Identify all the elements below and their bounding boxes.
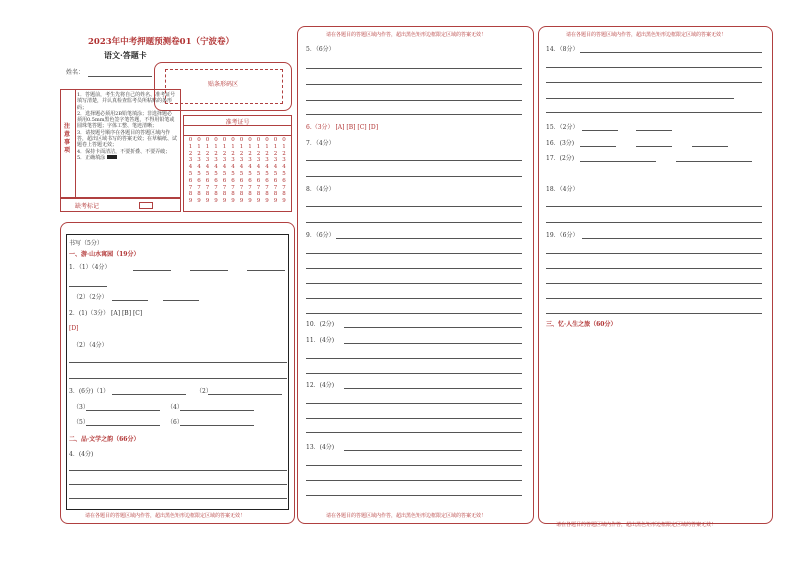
exam-id-digit-bubble[interactable]: 9 xyxy=(256,198,261,205)
exam-id-digit-bubble[interactable]: 8 xyxy=(265,191,269,198)
exam-id-input-line xyxy=(184,135,291,136)
exam-id-digit-bubble[interactable]: 4 xyxy=(197,164,201,171)
exam-id-digit-bubble[interactable]: 1 xyxy=(282,143,286,150)
exam-id-digit-bubble[interactable]: 5 xyxy=(197,170,201,177)
answer-line[interactable] xyxy=(546,67,762,68)
exam-id-digit-bubble[interactable]: 8 xyxy=(188,191,193,198)
answer-line[interactable] xyxy=(546,82,762,83)
exam-id-label: 准考证号 xyxy=(225,119,250,126)
q18-label: 18．（4分） xyxy=(546,186,579,193)
section-2-heading: 二、品·文学之韵（66分） xyxy=(69,436,140,443)
exam-id-digit-bubble[interactable]: 2 xyxy=(205,150,210,157)
exam-id-digit-bubble[interactable]: 9 xyxy=(248,198,252,205)
answer-line[interactable] xyxy=(306,283,522,284)
answer-line[interactable] xyxy=(306,432,522,433)
exam-id-digit-bubble[interactable]: 6 xyxy=(205,177,210,184)
exam-id-header-line xyxy=(184,125,291,126)
exam-id-digit-column[interactable] xyxy=(187,137,194,205)
answer-line[interactable] xyxy=(344,343,522,344)
answer-line[interactable] xyxy=(582,238,762,239)
exam-id-digit-bubble[interactable]: 6 xyxy=(248,177,252,184)
exam-id-digit-bubble[interactable]: 4 xyxy=(188,164,193,171)
exam-id-digit-bubble[interactable]: 1 xyxy=(197,143,201,150)
answer-line[interactable] xyxy=(306,84,522,85)
q1-1-label: 1．（1）（4分） xyxy=(69,264,111,271)
exam-id-digit-bubble[interactable]: 6 xyxy=(197,177,201,184)
exam-id-digit-bubble[interactable]: 8 xyxy=(214,191,218,198)
notice-col3-bottom: 请在各题目的答题区域内作答，超出黑色矩形边框限定区域的答案无效！ xyxy=(556,522,717,528)
exam-id-digit-bubble[interactable]: 5 xyxy=(273,170,278,177)
col3-answer-region xyxy=(538,26,773,524)
exam-id-digit-bubble[interactable]: 6 xyxy=(265,177,269,184)
answer-line[interactable] xyxy=(546,206,762,207)
exam-id-digit-bubble[interactable]: 0 xyxy=(205,137,210,143)
answer-line[interactable] xyxy=(306,418,522,419)
q11-label: 11．(4分) xyxy=(306,337,335,344)
answer-line[interactable] xyxy=(546,222,762,223)
answer-line[interactable] xyxy=(676,161,752,162)
answer-line[interactable] xyxy=(306,480,522,481)
notice-col1: 请在各题目的答题区域内作答，超出黑色矩形边框限定区域的答案无效！ xyxy=(85,513,246,519)
exam-id-digit-bubble[interactable]: 1 xyxy=(231,143,235,150)
answer-line[interactable] xyxy=(86,425,160,426)
answer-line[interactable] xyxy=(306,373,522,374)
q3-2-label: （2） xyxy=(196,388,212,395)
exam-id-digit-bubble[interactable]: 2 xyxy=(222,150,227,157)
exam-id-digit-bubble[interactable]: 4 xyxy=(256,164,261,171)
exam-id-digit-bubble[interactable]: 4 xyxy=(248,164,252,171)
answer-line[interactable] xyxy=(306,268,522,269)
exam-id-digit-bubble[interactable]: 1 xyxy=(248,143,252,150)
exam-id-digit-bubble[interactable]: 4 xyxy=(239,164,244,171)
answer-line[interactable] xyxy=(336,238,522,239)
exam-id-digit-bubble[interactable]: 0 xyxy=(214,137,218,143)
exam-id-digit-bubble[interactable]: 9 xyxy=(273,198,278,205)
exam-id-digit-bubble[interactable]: 0 xyxy=(188,137,193,143)
exam-id-digit-bubble[interactable]: 2 xyxy=(282,150,286,157)
exam-id-digit-bubble[interactable]: 6 xyxy=(231,177,235,184)
exam-id-digit-bubble[interactable]: 1 xyxy=(188,143,193,150)
answer-line[interactable] xyxy=(86,410,160,411)
exam-id-digit-bubble[interactable]: 2 xyxy=(265,150,269,157)
exam-id-digit-bubble[interactable]: 4 xyxy=(273,164,278,171)
answer-line[interactable] xyxy=(546,253,762,254)
answer-line[interactable] xyxy=(306,100,522,101)
exam-id-digit-bubble[interactable]: 4 xyxy=(222,164,227,171)
exam-id-digit-bubble[interactable]: 4 xyxy=(214,164,218,171)
exam-id-digit-bubble[interactable]: 6 xyxy=(239,177,244,184)
note-item: 5．正确填涂 xyxy=(77,155,177,161)
exam-id-digit-bubble[interactable]: 8 xyxy=(222,191,227,198)
q3-4-label: （4） xyxy=(167,404,183,411)
exam-id-digit-bubble[interactable]: 0 xyxy=(239,137,244,143)
exam-id-digit-bubble[interactable]: 0 xyxy=(197,137,201,143)
notice-col2-bottom: 请在各题目的答题区域内作答，超出黑色矩形边框限定区域的答案无效！ xyxy=(326,513,487,519)
q1-2-label: （2）（2分） xyxy=(73,294,108,301)
q19-label: 19．（6分） xyxy=(546,232,579,239)
exam-id-digit-bubble[interactable]: 1 xyxy=(256,143,261,150)
exam-id-digit-bubble[interactable]: 3 xyxy=(265,157,269,164)
answer-sheet-subtitle: 语文·答题卡 xyxy=(104,50,147,60)
q2-1-option-d[interactable]: [D] xyxy=(69,325,79,332)
exam-id-digit-column[interactable] xyxy=(204,137,211,205)
answer-line[interactable] xyxy=(112,394,186,395)
q6-label[interactable]: 6.（3分） [A] [B] [C] [D] xyxy=(306,124,379,131)
exam-id-digit-bubble[interactable]: 9 xyxy=(197,198,201,205)
note-item: 1．答题前，考生先将自己的姓名、准考证号填写清楚，并认真检查监考员所粘贴的条形码； xyxy=(77,92,176,111)
exam-id-digit-bubble[interactable]: 8 xyxy=(239,191,244,198)
exam-id-digit-bubble[interactable]: 9 xyxy=(282,198,286,205)
absent-box xyxy=(60,198,181,212)
answer-line[interactable] xyxy=(306,160,522,161)
exam-id-digit-bubble[interactable]: 5 xyxy=(231,170,235,177)
exam-id-digit-bubble[interactable]: 3 xyxy=(273,157,278,164)
q12-label: 12．(4分) xyxy=(306,382,335,389)
exam-id-digit-bubble[interactable]: 2 xyxy=(273,150,278,157)
answer-line[interactable] xyxy=(208,394,282,395)
exam-id-digit-column[interactable] xyxy=(213,137,220,205)
answer-line[interactable] xyxy=(190,270,228,271)
exam-id-digit-bubble[interactable]: 2 xyxy=(256,150,261,157)
answer-line[interactable] xyxy=(580,146,616,147)
exam-id-digit-bubble[interactable]: 6 xyxy=(214,177,218,184)
exam-id-digit-bubble[interactable]: 2 xyxy=(214,150,218,157)
writing-label: 书写（5分） xyxy=(69,240,103,247)
exam-id-grid xyxy=(183,115,292,212)
exam-id-digit-bubble[interactable]: 3 xyxy=(231,157,235,164)
exam-id-digit-bubble[interactable]: 7 xyxy=(248,184,252,191)
exam-id-digit-bubble[interactable]: 6 xyxy=(273,177,278,184)
exam-id-digit-bubble[interactable]: 8 xyxy=(273,191,278,198)
note-item: 2．选择题必须用2B铅笔填涂；非选择题必须用0.5mm黑色签字笔答题，不得用铅笔或圆珠笔答题；字体工整、笔迹清晰； xyxy=(77,110,175,130)
exam-id-digit-bubble[interactable]: 4 xyxy=(282,164,286,171)
answer-line[interactable] xyxy=(546,98,734,99)
answer-line[interactable] xyxy=(546,313,762,314)
answer-line[interactable] xyxy=(580,52,762,53)
answer-line[interactable] xyxy=(69,362,287,363)
exam-id-digit-bubble[interactable]: 7 xyxy=(265,184,269,191)
exam-id-digit-bubble[interactable]: 1 xyxy=(273,143,278,150)
answer-line[interactable] xyxy=(69,484,287,485)
exam-id-digit-bubble[interactable]: 3 xyxy=(205,157,210,164)
answer-line[interactable] xyxy=(306,465,522,466)
exam-id-digit-bubble[interactable]: 3 xyxy=(222,157,227,164)
exam-id-digit-bubble[interactable]: 3 xyxy=(239,157,244,164)
q2-2-label: （2）（4分） xyxy=(73,342,108,349)
answer-line[interactable] xyxy=(546,298,762,299)
note-item: 3．请按题号顺序在各题目的答题区域内作答，超出区域书写的答案无效；在草稿纸、试题卷上答题无效； xyxy=(77,129,178,149)
answer-line[interactable] xyxy=(69,470,287,471)
exam-id-digit-bubble[interactable]: 5 xyxy=(222,170,227,177)
exam-id-digit-bubble[interactable]: 1 xyxy=(265,143,269,150)
q17-label: 17．(2分) xyxy=(546,155,575,162)
col1-inner-box xyxy=(66,234,289,510)
answer-line[interactable] xyxy=(306,495,522,496)
exam-id-digit-bubble[interactable]: 0 xyxy=(248,137,252,143)
answer-line[interactable] xyxy=(306,403,522,404)
answer-line[interactable] xyxy=(247,270,285,271)
q3-label: 3．(6分)（1） xyxy=(69,388,110,395)
exam-id-digit-bubble[interactable]: 5 xyxy=(214,170,218,177)
answer-line[interactable] xyxy=(69,378,287,379)
exam-id-digit-column[interactable] xyxy=(281,137,288,205)
notes-vertical-label: 注意事项 xyxy=(64,123,71,154)
exam-id-digit-bubble[interactable]: 9 xyxy=(265,198,269,205)
exam-id-digit-column[interactable] xyxy=(238,137,245,205)
exam-id-digit-bubble[interactable]: 2 xyxy=(188,150,193,157)
exam-id-digit-bubble[interactable]: 9 xyxy=(205,198,210,205)
exam-id-digit-bubble[interactable]: 7 xyxy=(273,184,278,191)
exam-id-digit-bubble[interactable]: 7 xyxy=(205,184,210,191)
exam-id-digit-bubble[interactable]: 8 xyxy=(231,191,235,198)
exam-id-digit-bubble[interactable]: 6 xyxy=(188,177,193,184)
answer-line[interactable] xyxy=(580,161,656,162)
answer-line[interactable] xyxy=(163,300,199,301)
exam-id-digit-column[interactable] xyxy=(247,137,254,205)
exam-id-digit-bubble[interactable]: 9 xyxy=(222,198,227,205)
exam-id-digit-bubble[interactable]: 5 xyxy=(205,170,210,177)
exam-id-digit-bubble[interactable]: 8 xyxy=(282,191,286,198)
exam-id-digit-bubble[interactable]: 7 xyxy=(214,184,218,191)
exam-id-digit-bubble[interactable]: 9 xyxy=(231,198,235,205)
exam-id-digit-bubble[interactable]: 7 xyxy=(188,184,193,191)
exam-id-digit-bubble[interactable]: 5 xyxy=(256,170,261,177)
exam-id-digit-bubble[interactable]: 5 xyxy=(265,170,269,177)
exam-id-digit-column[interactable] xyxy=(264,137,271,205)
q5-label: 5．（6分） xyxy=(306,46,335,53)
answer-line[interactable] xyxy=(344,450,522,451)
exam-id-digit-bubble[interactable]: 3 xyxy=(197,157,201,164)
answer-line[interactable] xyxy=(546,283,762,284)
exam-id-digit-bubble[interactable]: 1 xyxy=(214,143,218,150)
answer-line[interactable] xyxy=(306,68,522,69)
exam-id-digit-column[interactable] xyxy=(255,137,262,205)
answer-line[interactable] xyxy=(69,498,287,499)
name-field[interactable] xyxy=(88,76,152,77)
q14-label: 14．（8分） xyxy=(546,46,579,53)
answer-line[interactable] xyxy=(582,130,618,131)
answer-line[interactable] xyxy=(306,206,522,207)
exam-id-digit-bubble[interactable]: 0 xyxy=(256,137,261,143)
exam-id-digit-bubble[interactable]: 6 xyxy=(222,177,227,184)
q3-6-label: （6） xyxy=(167,419,183,426)
q3-3-label: （3） xyxy=(73,404,89,411)
q16-label: 16．(3分) xyxy=(546,140,575,147)
exam-id-digit-bubble[interactable]: 7 xyxy=(222,184,227,191)
exam-id-digit-bubble[interactable]: 2 xyxy=(197,150,201,157)
exam-id-digit-bubble[interactable]: 4 xyxy=(265,164,269,171)
answer-line[interactable] xyxy=(692,146,728,147)
answer-line[interactable] xyxy=(306,114,522,115)
exam-id-digit-bubble[interactable]: 6 xyxy=(282,177,286,184)
exam-id-digit-bubble[interactable]: 2 xyxy=(239,150,244,157)
note-item: 4．保持卡面清洁，不要折叠、不要弄破； xyxy=(77,148,171,155)
exam-id-digit-bubble[interactable]: 9 xyxy=(188,198,193,205)
exam-title: 2023年中考押题预测卷01（宁波卷） xyxy=(88,37,234,47)
exam-id-digit-bubble[interactable]: 5 xyxy=(282,170,286,177)
answer-line[interactable] xyxy=(306,176,522,177)
exam-id-digit-bubble[interactable]: 2 xyxy=(231,150,235,157)
exam-id-digit-bubble[interactable]: 4 xyxy=(231,164,235,171)
q15-label: 15．（2分） xyxy=(546,124,579,131)
section-3-heading: 三、忆·人生之旅（60分） xyxy=(546,321,617,328)
q9-label: 9．（6分） xyxy=(306,232,335,239)
exam-id-digit-bubble[interactable]: 9 xyxy=(214,198,218,205)
exam-id-digit-bubble[interactable]: 8 xyxy=(197,191,201,198)
notes-box xyxy=(60,89,181,198)
exam-id-digit-bubble[interactable]: 5 xyxy=(239,170,244,177)
exam-id-digit-column[interactable] xyxy=(221,137,228,205)
answer-line[interactable] xyxy=(546,112,762,113)
notice-col2-top: 请在各题目的答题区域内作答，超出黑色矩形边框限定区域的答案无效！ xyxy=(326,32,487,38)
exam-id-digit-bubble[interactable]: 0 xyxy=(282,137,286,143)
q2-1-text: 2．(1)（3分） [A] [B] [C] xyxy=(69,310,143,317)
q4-label: 4．(4分) xyxy=(69,451,94,458)
exam-id-digit-column[interactable] xyxy=(230,137,237,205)
exam-id-digit-bubble[interactable]: 3 xyxy=(188,157,193,164)
exam-id-digit-bubble[interactable]: 3 xyxy=(256,157,261,164)
exam-id-digit-bubble[interactable]: 1 xyxy=(222,143,227,150)
exam-id-digit-bubble[interactable]: 6 xyxy=(256,177,261,184)
exam-id-digit-bubble[interactable]: 3 xyxy=(282,157,286,164)
answer-line[interactable] xyxy=(180,425,254,426)
exam-id-digit-bubble[interactable]: 0 xyxy=(231,137,235,143)
answer-line[interactable] xyxy=(306,253,522,254)
exam-id-digit-bubble[interactable]: 0 xyxy=(273,137,278,143)
absent-checkbox[interactable] xyxy=(139,202,153,209)
answer-line[interactable] xyxy=(636,130,672,131)
answer-line[interactable] xyxy=(306,358,522,359)
answer-line[interactable] xyxy=(636,146,672,147)
name-label: 姓名： xyxy=(66,69,85,76)
q13-label: 13．(4分) xyxy=(306,444,335,451)
exam-id-digit-bubble[interactable]: 7 xyxy=(197,184,201,191)
exam-id-digit-bubble[interactable]: 4 xyxy=(205,164,210,171)
q2-1-label xyxy=(69,310,142,317)
exam-id-digit-bubble[interactable]: 5 xyxy=(248,170,252,177)
exam-id-digit-bubble[interactable]: 1 xyxy=(239,143,244,150)
q8-label: 8．（4分） xyxy=(306,186,335,193)
exam-id-digit-bubble[interactable]: 8 xyxy=(205,191,210,198)
notes-list xyxy=(77,92,177,161)
exam-id-digit-bubble[interactable]: 9 xyxy=(239,198,244,205)
filled-mark-sample xyxy=(107,155,117,159)
exam-id-digit-bubble[interactable]: 7 xyxy=(282,184,286,191)
exam-id-digit-bubble[interactable]: 0 xyxy=(265,137,269,143)
exam-id-digit-bubble[interactable]: 7 xyxy=(231,184,235,191)
exam-id-digit-bubble[interactable]: 8 xyxy=(256,191,261,198)
answer-line[interactable] xyxy=(306,298,522,299)
answer-line[interactable] xyxy=(180,410,254,411)
exam-id-digit-column[interactable] xyxy=(196,137,203,205)
answer-line[interactable] xyxy=(344,327,522,328)
q10-label: 10．(2分) xyxy=(306,321,335,328)
exam-id-digit-bubble[interactable]: 3 xyxy=(214,157,218,164)
notes-vertical-cell xyxy=(61,90,76,197)
barcode-label: 贴条形码区 xyxy=(207,81,238,88)
exam-id-digit-bubble[interactable]: 1 xyxy=(205,143,210,150)
section-1-heading: 一、游·山水寓园（19分） xyxy=(69,251,140,258)
exam-id-digit-bubble[interactable]: 5 xyxy=(188,170,193,177)
answer-line[interactable] xyxy=(344,388,522,389)
answer-line[interactable] xyxy=(306,313,522,314)
exam-id-digit-bubble[interactable]: 8 xyxy=(248,191,252,198)
exam-id-digit-bubble[interactable]: 2 xyxy=(248,150,252,157)
exam-id-digit-bubble[interactable]: 0 xyxy=(222,137,227,143)
exam-id-digit-bubble[interactable]: 3 xyxy=(248,157,252,164)
exam-id-digit-bubble[interactable]: 7 xyxy=(239,184,244,191)
q7-label: 7．（4分） xyxy=(306,140,335,147)
answer-line[interactable] xyxy=(112,300,148,301)
exam-id-digit-bubble[interactable]: 7 xyxy=(256,184,261,191)
notice-col3-top: 请在各题目的答题区域内作答，超出黑色矩形边框限定区域的答案无效！ xyxy=(566,32,727,38)
q3-5-label: （5） xyxy=(73,419,89,426)
answer-line[interactable] xyxy=(69,286,107,287)
answer-line[interactable] xyxy=(306,222,522,223)
answer-line[interactable] xyxy=(133,270,171,271)
absent-label: 缺考标记 xyxy=(75,203,100,210)
exam-id-digit-column[interactable] xyxy=(272,137,279,205)
answer-line[interactable] xyxy=(546,268,762,269)
